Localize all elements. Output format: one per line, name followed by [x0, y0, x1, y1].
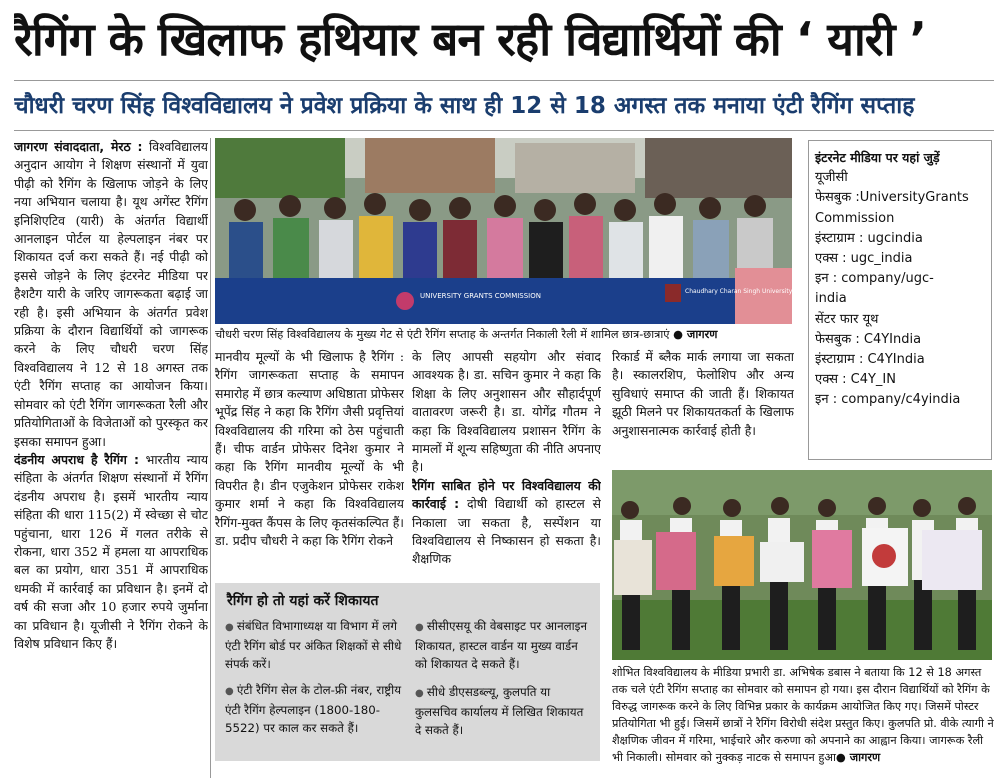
bullet-icon: ●: [225, 686, 237, 697]
complaint-item: ● सीसीएसयू की वेबसाइट पर आनलाइन शिकायत, हास्टल वार्डन या मुख्य वार्डन को शिकायत दे सकते हैं।: [415, 619, 588, 671]
social-line: इंस्टाग्राम : C4YIndia: [815, 352, 925, 368]
paragraph: मानवीय मूल्यों के भी खिलाफ है रैगिंग : रैगिंग जागरूकता सप्ताह के समापन समारोह में छात्र कल्याण अधिष्ठाता प्रोफेसर भूपेंद्र सिंह ने कहा कि रैगिंग जैसी प्रवृत्तियां विश्वविद्यालय की गरिमा को ठेस पहुंचाती हैं। चीफ वार्डन प्रोफेसर दिनेश कुमार ने कहा कि रैगिंग मानवीय मूल्यों के भी विपरीत है। डीन एजुकेशन प्रोफेसर राकेश कुमार शर्मा ने कहा कि विश्वविद्यालय रैगिंग-मुक्त कैंपस के लिए कृतसंकल्पित हैं। डा. प्रदीप चौधरी ने कहा कि रैगिंग रोकने: [215, 349, 404, 549]
banner-text-university: Chaudhary Charan Singh University: [685, 288, 792, 295]
byline: जागरण संवाददाता, मेरठ :: [14, 139, 143, 154]
banner-text: UNIVERSITY GRANTS COMMISSION: [420, 292, 541, 300]
caption-text: चौधरी चरण सिंह विश्वविद्यालय के मुख्य गेट से एंटी रैगिंग सप्ताह के अन्तर्गत निकाली रैली में शामिल छात्र-छात्राएं: [215, 328, 670, 341]
section-lead: दंडनीय अपराध है रैगिंग :: [14, 451, 139, 467]
bullet-icon: ●: [225, 622, 237, 633]
poster-photo-caption: [612, 664, 994, 780]
subheadline: चौधरी चरण सिंह विश्वविद्यालय ने प्रवेश प्रक्रिया के साथ ही 12 से 18 अगस्त तक मनाया एंटी रैगिंग सप्ताह: [14, 93, 915, 119]
article-column-3: [412, 348, 601, 593]
poster-photo-image: [612, 470, 992, 660]
rally-photo: [215, 138, 792, 324]
social-line: फेसबुक : C4YIndia: [815, 331, 922, 347]
divider: [14, 80, 994, 81]
social-line: इंस्टाग्राम : ugcindia: [815, 230, 923, 246]
photo-credit: ● जागरण: [673, 328, 718, 341]
poster-photo: [612, 470, 992, 660]
bullet-icon: ●: [415, 622, 427, 633]
article-column-2: [215, 348, 404, 578]
section-lead: रैगिंग साबित होने पर विश्वविद्यालय की कार्रवाई :: [412, 477, 601, 512]
divider: [210, 138, 211, 778]
article-column-4: [612, 348, 794, 460]
headline: रैगिंग के खिलाफ हथियार बन रही विद्यार्थियों की ‘ यारी ’: [14, 12, 926, 66]
complaint-item: ● संबंधित विभागाध्यक्ष या विभाग में लगे एंटी रैगिंग बोर्ड पर अंकित शिक्षकों से सीधे संपर्क करें।: [225, 619, 402, 671]
photo-credit: ● जागरण: [835, 751, 881, 764]
paragraph: रिकार्ड में ब्लैक मार्क लगाया जा सकता है। स्कालरशिप, फेलोशिप और अन्य सुविधाएं समाप्त की जाती हैं। शिकायत झूठी मिलने पर शिकायतकर्ता के खिलाफ अनुशासनात्मक कार्रवाई होती है।: [612, 349, 794, 438]
social-box-title: इंटरनेट मीडिया पर यहां जुड़ें: [815, 150, 940, 165]
social-line: Commission: [815, 210, 895, 226]
social-line: इन : company/c4yindia: [815, 392, 961, 408]
paragraph: विश्वविद्यालय अनुदान आयोग ने शिक्षण संस्थानों में युवा पीढ़ी को रैगिंग के खिलाफ जोड़ने के लिए नया अभियान चलाया है। यूथ अगेंस्ट रैगिंग इनिशिएटिव (यारी) के अंतर्गत विद्यार्थी आनलाइन पोर्टल या हेल्पलाइन नंबर पर शिकायत दर्ज करा सकते हैं। नई पीढ़ी को इससे जोड़ने के लिए इंटरनेट मीडिया पर हैशटैग यारी के जरिए जागरूकता बढ़ाई जा रही है। इसी अभियान के अंतर्गत प्रवेश प्रक्रिया के दौरान विद्यार्थियों को जागरूक करने के लिए चौधरी चरण सिंह विश्वविद्यालय ने 12 से 18 अगस्त तक एंटी रैगिंग सप्ताह का आयोजन किया। सोमवार को एंटी रैगिंग जागरूकता रैली और प्रतियोगिताओं के विजेताओं को पुरस्कृत कर इसका समापन हुआ।: [14, 139, 208, 449]
social-line: सेंटर फार यूथ: [815, 311, 879, 327]
paragraph: के लिए आपसी सहयोग और संवाद आवश्यक है। डा. सचिन कुमार ने कहा कि शिक्षा के लिए अनुशासन और सौहार्दपूर्ण वातावरण जरूरी है। डा. योगेंद्र गौतम ने कहा कि विश्वविद्यालय प्रशासन रैगिंग के मामलों में शून्य सहिष्णुता की नीति अपनाए है।: [412, 349, 601, 475]
social-line: india: [815, 291, 847, 307]
caption-text: शोभित विश्वविद्यालय के मीडिया प्रभारी डा. अभिषेक डबास ने बताया कि 12 से 18 अगस्त तक चले एंटी रैगिंग सप्ताह का सोमवार को समापन हो गया। इस दौरान विद्यार्थियों को रैगिंग के विरुद्ध जागरूक करने के लिए विभिन्न प्रकार के कार्यक्रम आयोजित किए गए। जिसमें पोस्टर प्रतियोगिता भी हुई। जिसमें छात्रों ने रैगिंग विरोधी संदेश प्रस्तुत किए। कुलपति प्रो. वीके त्यागी ने शैक्षणिक जीवन में गरिमा, भाईचारे और करुणा को अपनाने का आह्वान किया। जागरूक रैली भी निकाली। सोमवार को नुक्कड़ नाटक से समापन हुआ: [612, 666, 994, 764]
complaint-box-title: रैगिंग हो तो यहां करें शिकायत: [227, 593, 379, 609]
paragraph: भारतीय न्याय संहिता के अंतर्गत शिक्षण संस्थानों में रैगिंग दंडनीय अपराध है। इसमें भारतीय न्याय संहिता की धारा 115(2) में स्वेच्छा से चोट पहुंचाना, धारा 126 में गलत तरीके से रोकना, धारा 352 में हमला या आपराधिक बल का प्रयोग, धारा 351 में आपराधिक धमकी में कार्रवाई का प्रविधान है। इनमें दो वर्ष की सजा और 10 हजार रुपये जुर्माना का प्रविधान है। यूजीसी ने रैगिंग रोकने के विशेष प्रविधान किए हैं।: [14, 451, 208, 651]
bullet-icon: ●: [415, 688, 427, 699]
complaint-item: ● सीधे डीएसडब्ल्यू, कुलपति या कुलसचिव कार्यालय में लिखित शिकायत दे सकते हैं।: [415, 685, 584, 737]
article-column-1: [14, 138, 208, 778]
complaint-item: ● एंटी रैगिंग सेल के टोल-फ्री नंबर, राष्ट्रीय एंटी रैगिंग हेल्पलाइन (1800-180-5522) पर काल कर सकते हैं।: [225, 683, 402, 735]
social-media-box: [808, 140, 992, 460]
rally-photo-image: [215, 138, 792, 324]
social-line: इन : company/ugc-: [815, 271, 934, 287]
paragraph: दोषी विद्यार्थी को हास्टल से निकाला जा सकता है, सस्पेंशन या विश्वविद्यालय से निष्कासन हो सकता है। शैक्षणिक: [412, 496, 601, 567]
social-line: एक्स : ugc_india: [815, 251, 913, 267]
social-line: यूजीसी: [815, 170, 848, 186]
rally-photo-caption: [215, 326, 792, 344]
social-line: फेसबुक :UniversityGrants: [815, 190, 969, 206]
complaint-box: [215, 583, 600, 761]
divider: [14, 130, 994, 131]
social-line: एक्स : C4Y_IN: [815, 372, 896, 388]
